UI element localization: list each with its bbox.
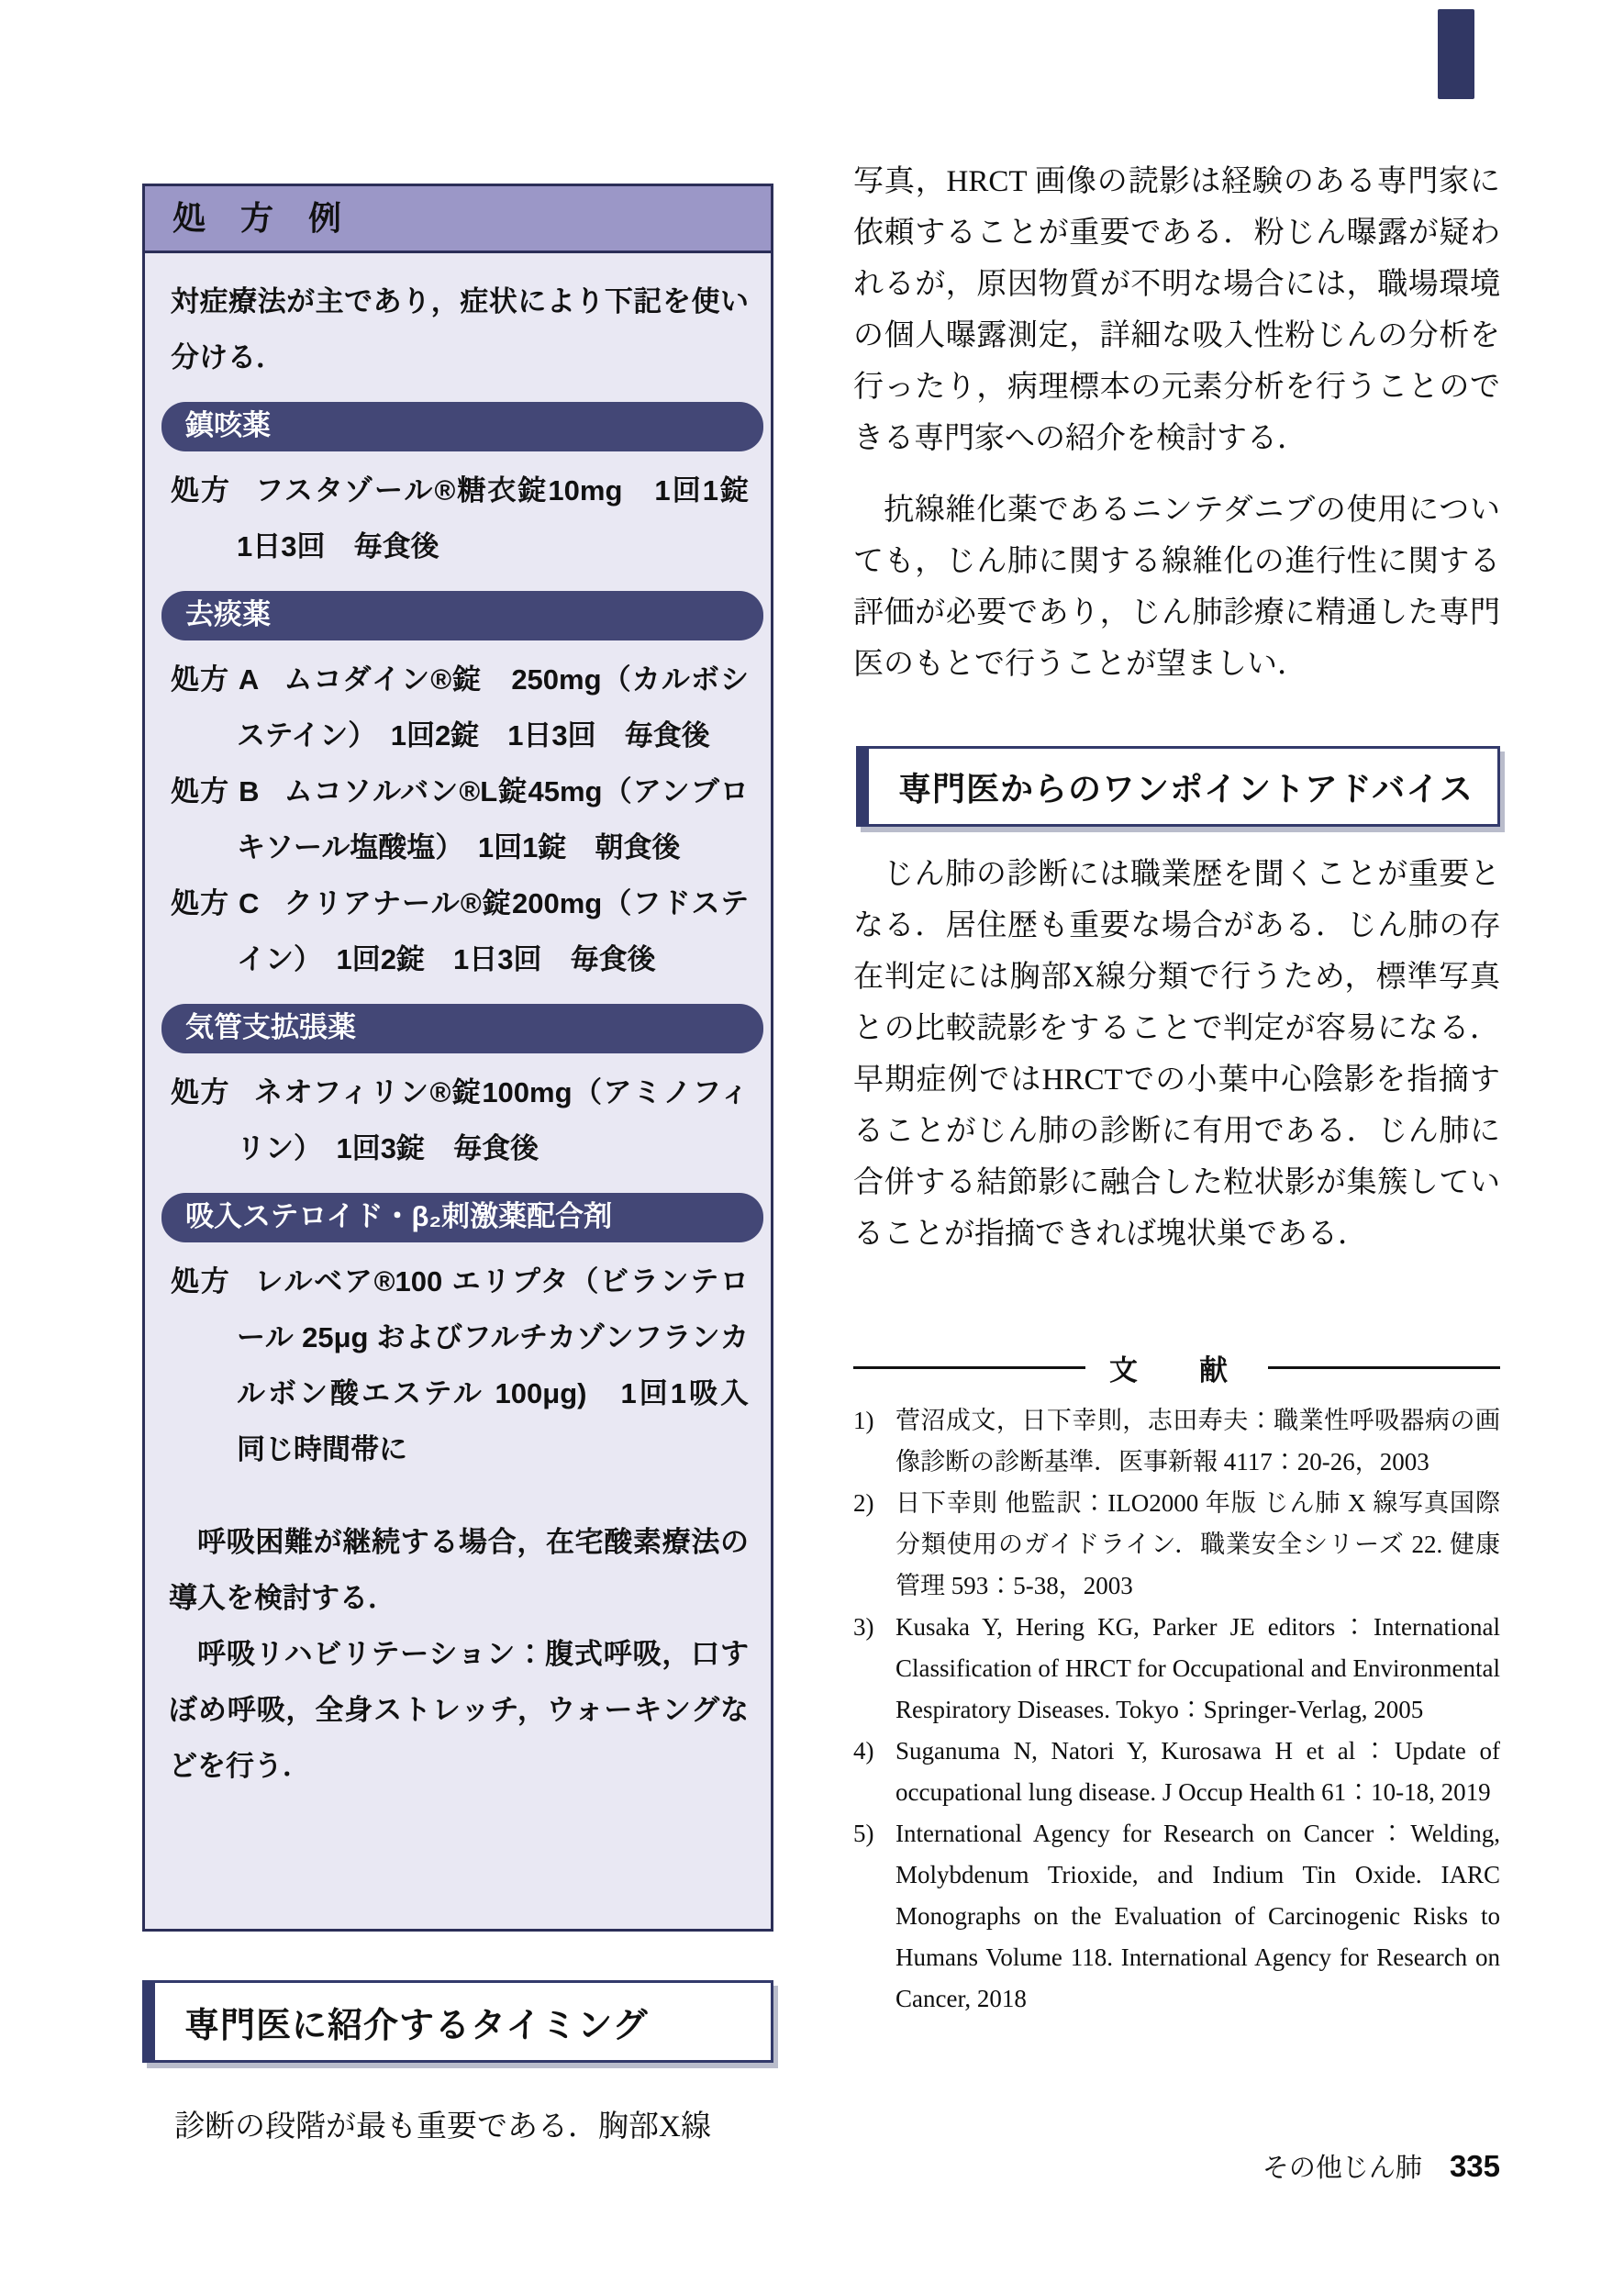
- reference-item: [853, 1813, 1500, 2020]
- advice-body-text: じん肺の診断には職業歴を聞くことが重要となる．居住歴も重要な場合がある．じん肺の存在判定には胸部X線分類で行うため，標準写真との比較読影をすることで判定が容易になる．早期症例ではHRCTでの小葉中心陰影を指摘することがじん肺の診断に有用である．じん肺に合併する結節影に融合した粒状影が集簇していることが指摘できれば塊状巣である．: [853, 858, 1500, 1251]
- rx-text: ネオフィリン®錠100mg（アミノフィリン） 1回3錠 毎食後: [237, 1076, 749, 1164]
- rx-text: ムコダイン®錠 250mg（カルボシステイン） 1回2錠 1日3回 毎食後: [237, 663, 749, 752]
- drug-class-pill-ics-laba: 吸入ステロイド・β₂刺激薬配合剤: [161, 1193, 763, 1242]
- prescription-notes: [169, 1514, 749, 1794]
- reference-item: [853, 1731, 1500, 1813]
- body-paragraph-2: 抗線維化薬であるニンテダニブの使用についても，じん肺に関する線維化の進行性に関する評価が必要であり，じん肺診療に精通した専門医のもとで行うことが望ましい．: [853, 494, 1500, 681]
- referral-heading: 専門医に紹介するタイミング: [184, 2006, 649, 2045]
- referral-heading-box: [142, 1980, 773, 2063]
- referral-body-text: 診断の段階が最も重要である．胸部X線: [174, 2110, 711, 2144]
- reference-number: 3): [853, 1613, 874, 1641]
- references-list: [853, 1400, 1500, 2020]
- references-divider: [853, 1347, 1500, 1388]
- rx-text: ムコソルバン®L錠45mg（アンブロキソール塩酸塩） 1回1錠 朝食後: [237, 775, 749, 863]
- note-rehabilitation: 呼吸リハビリテーション：腹式呼吸，口すぼめ呼吸，全身ストレッチ，ウォーキングなどを行う．: [169, 1638, 749, 1782]
- footer-section-title: その他じん肺: [1262, 2154, 1422, 2183]
- advice-heading: 専門医からのワンポイントアドバイス: [898, 769, 1474, 807]
- rx-label: 処方: [171, 1265, 231, 1297]
- page-footer: [853, 2147, 1500, 2185]
- footer-page-number: 335: [1449, 2149, 1500, 2183]
- reference-number: 5): [853, 1820, 874, 1847]
- prescription-item: [171, 875, 749, 987]
- reference-text: 菅沼成文，日下幸則，志田寿夫：職業性呼吸器病の画像診断の診断基準．医事新報 4117：20-26，2003: [895, 1407, 1500, 1476]
- rx-label: 処方: [171, 1076, 230, 1108]
- reference-item: [853, 1607, 1500, 1731]
- rx-text: クリアナール®錠200mg（フドステイン） 1回2錠 1日3回 毎食後: [237, 887, 750, 975]
- reference-number: 2): [853, 1489, 874, 1517]
- reference-text: Kusaka Y, Hering KG, Parker JE editors：International Classification of HRCT for Occupational and Environmental Respiratory Diseases. Tokyo：Springer-Verlag, 2005: [895, 1613, 1500, 1723]
- reference-number: 4): [853, 1737, 874, 1765]
- rx-label: 処方 A: [171, 663, 260, 696]
- prescription-item: [171, 763, 749, 875]
- reference-text: International Agency for Research on Cancer：Welding, Molybdenum Trioxide, and Indium Tin Oxide. IARC Monographs on the Evaluation of Carcinogenic Risks to Humans Volume 118. International Agency for Research on Cancer, 2018: [895, 1820, 1500, 2012]
- rx-label: 処方 B: [171, 775, 260, 807]
- note-home-oxygen: 呼吸困難が継続する場合，在宅酸素療法の導入を検討する．: [169, 1526, 749, 1614]
- rx-text: フスタゾール®糖衣錠10mg 1回1錠 1日3回 毎食後: [237, 474, 778, 562]
- drug-class-pill-expectorant: 去痰薬: [161, 591, 763, 640]
- body-paragraph-1: 写真，HRCT 画像の読影は経験のある専門家に依頼することが重要である．粉じん曝露が疑われるが，原因物質が不明な場合には，職場環境の個人曝露測定，詳細な吸入性粉じんの分析を行ったり，病理標本の元素分析を行うことのできる専門家への紹介を検討する．: [853, 165, 1500, 455]
- prescription-item: [171, 1064, 749, 1176]
- divider-rule-right: [1268, 1366, 1500, 1369]
- prescription-item: [171, 462, 778, 574]
- reference-item: [853, 1400, 1500, 1483]
- rx-label: 処方 C: [171, 887, 260, 919]
- reference-number: 1): [853, 1407, 874, 1434]
- references-heading: 文 献: [1109, 1354, 1244, 1386]
- prescription-box-title: 処 方 例: [145, 186, 771, 253]
- prescription-box-body: [145, 253, 778, 1794]
- prescription-item: [171, 1253, 777, 1477]
- drug-class-pill-antitussive: 鎮咳薬: [161, 402, 763, 451]
- prescription-intro: 対症療法が主であり，症状により下記を使い分ける．: [171, 285, 749, 373]
- reference-text: 日下幸則 他監訳：ILO2000 年版 じん肺 X 線写真国際分類使用のガイドライン．職業安全シリーズ 22. 健康管理 593：5-38，2003: [895, 1489, 1500, 1599]
- reference-item: [853, 1483, 1500, 1607]
- divider-rule-left: [853, 1366, 1085, 1369]
- drug-class-pill-bronchodilator: 気管支拡張薬: [161, 1004, 763, 1053]
- advice-heading-box: [856, 746, 1500, 827]
- reference-text: Suganuma N, Natori Y, Kurosawa H et al：Update of occupational lung disease. J Occup Health 61：10-18, 2019: [895, 1737, 1500, 1806]
- prescription-example-box: [142, 184, 778, 1932]
- prescription-item: [171, 651, 749, 763]
- rx-label: 処方: [171, 474, 232, 507]
- chapter-edge-tab: [1438, 9, 1474, 99]
- rx-text: レルベア®100 エリプタ（ビランテロール 25μg およびフルチカゾンフランカルボン酸エステル 100μg) 1回1吸入 同じ時間帯に: [237, 1265, 777, 1465]
